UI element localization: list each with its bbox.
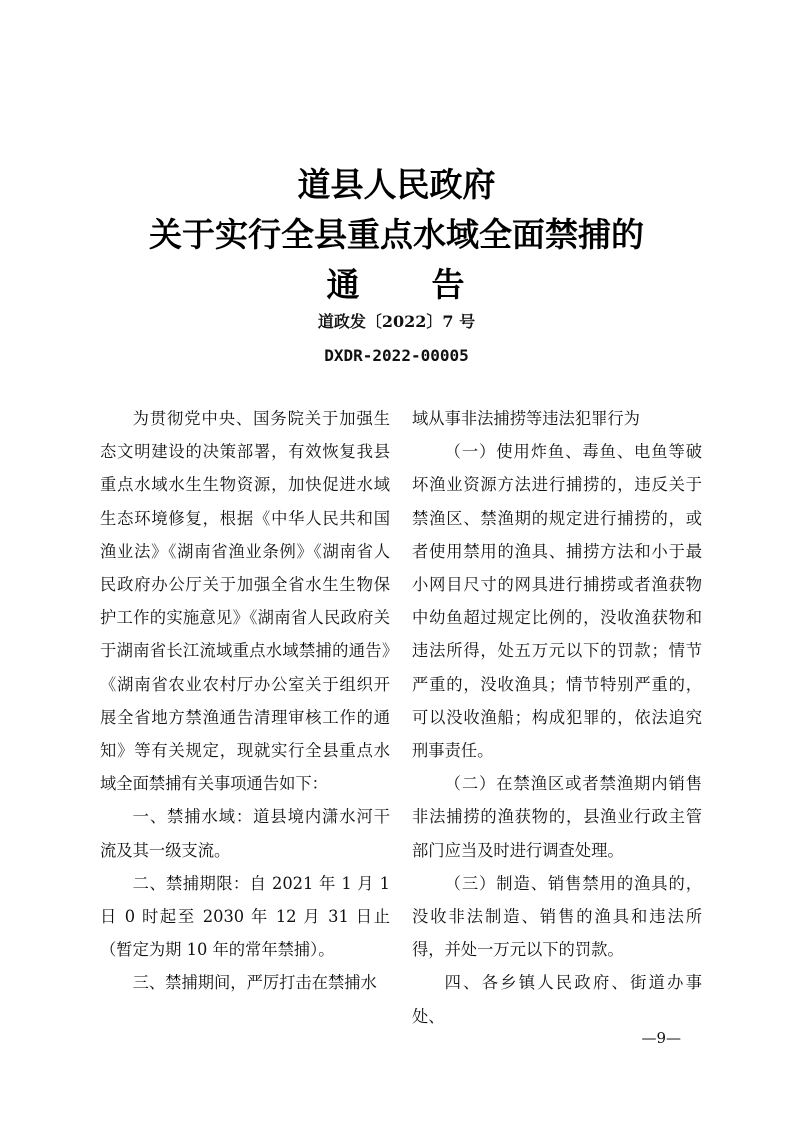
body-paragraph-item-3: 三、禁捕期间，严厉打击在禁捕水 xyxy=(132,973,377,993)
body-paragraph-continuation: 域从事非法捕捞等违法犯罪行为 xyxy=(412,409,640,428)
body-paragraph-item-1: 一、禁捕水域：道县境内潇水河干流及其一级支流。 xyxy=(100,807,390,860)
title-issuer: 道县人民政府 xyxy=(297,165,496,204)
body-paragraph-item-4: 四、各乡镇人民政府、街道办事处、 xyxy=(412,973,702,1026)
body-left-column xyxy=(100,402,390,1000)
body-paragraph-sub-2: （二）在禁渔区或者禁渔期内销售非法捕捞的渔获物的，县渔业行政主管部门应当及时进行调查处理。 xyxy=(412,774,702,860)
title-subject: 关于实行全县重点水域全面禁捕的 xyxy=(149,215,644,254)
title-doc-type: 通 告 xyxy=(326,265,467,304)
page-number: —9— xyxy=(641,1029,681,1047)
document-title xyxy=(0,160,793,310)
body-paragraph-sub-1: （一）使用炸鱼、毒鱼、电鱼等破坏渔业资源方法进行捕捞的，违反关于禁渔区、禁渔期的规定进行捕捞的，或者使用禁用的渔具、捕捞方法和小于最小网目尺寸的网具进行捕捞或者渔获物中幼鱼超过规定比例的，没收渔获物和违法所得，处五万元以下的罚款；情节严重的，没收渔具；情节特别严重的，可以没收渔船；构成犯罪的，依法追究刑事责任。 xyxy=(412,442,702,761)
document-code: DXDR-2022-00005 xyxy=(324,346,469,365)
body-right-column xyxy=(412,402,702,1033)
body-paragraph-item-2: 二、禁捕期限：自 2021 年 1 月 1 日 0 时起至 2030 年 12 月 31 日止（暂定为期 10 年的常年禁捕）。 xyxy=(100,873,390,960)
body-paragraph-preamble: 为贯彻党中央、国务院关于加强生态文明建设的决策部署，有效恢复我县重点水域水生生物资源，加快促进水域生态环境修复，根据《中华人民共和国渔业法》《湖南省渔业条例》《湖南省人民政府办公厅关于加强全省水生生物保护工作的实施意见》《湖南省人民政府关于湖南省长江流域重点水域禁捕的通告》《湖南省农业农村厅办公室关于组织开展全省地方禁渔通告清理审核工作的通知》等有关规定，现就实行全县重点水域全面禁捕有关事项通告如下： xyxy=(100,409,390,794)
body-paragraph-sub-3: （三）制造、销售禁用的渔具的，没收非法制造、销售的渔具和违法所得，并处一万元以下的罚款。 xyxy=(412,873,702,960)
document-number: 道政发〔2022〕7 号 xyxy=(317,312,476,331)
